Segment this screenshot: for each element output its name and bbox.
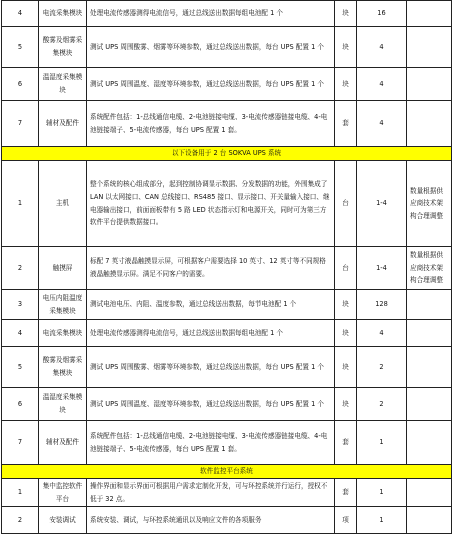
item-quantity: 4 — [357, 101, 407, 147]
item-quantity: 1 — [357, 479, 407, 507]
item-note: 数量根据供应商技术架构合理调整 — [407, 161, 452, 247]
item-quantity: 16 — [357, 1, 407, 27]
section-title: 以下设备用于 2 台 SOKVA UPS 系统 — [2, 147, 452, 161]
item-name: 辅材及配件 — [39, 101, 87, 147]
item-unit: 台 — [335, 247, 357, 290]
item-note — [407, 388, 452, 421]
item-description: 标配 7 英寸液晶触摸显示屏，可根据客户需要选择 10 英寸、12 英寸等不同规格液晶触摸显示屏。满足不同客户的需要。 — [87, 247, 335, 290]
table-row — [2, 421, 452, 465]
item-quantity: 1 — [357, 507, 407, 534]
table-row — [2, 347, 452, 388]
item-name: 主机 — [39, 161, 87, 247]
item-note — [407, 421, 452, 465]
item-note — [407, 68, 452, 101]
section-header-row — [2, 465, 452, 479]
table-row — [2, 479, 452, 507]
item-description: 整个系统的核心组成部分，起到控制协调显示数据、分发数据的功能，外围集成了 LAN 以太网接口、CAN 总线接口、RS485 接口、显示接口、开关量输入接口、继电器输出接口，前面面板带有 5 路 LED 状态指示灯和电源开关，同时可为第三方软件平台提供数据接口。 — [87, 161, 335, 247]
row-index: 6 — [2, 388, 39, 421]
item-unit: 块 — [335, 388, 357, 421]
item-note — [407, 101, 452, 147]
item-quantity: 1 — [357, 421, 407, 465]
item-name: 酸雾及烟雾采集模块 — [39, 347, 87, 388]
item-description: 系统安装、调试，与环控系统通讯以及响应文件的各项服务 — [87, 507, 335, 534]
item-quantity: 4 — [357, 27, 407, 68]
item-quantity: 4 — [357, 320, 407, 347]
row-index: 7 — [2, 421, 39, 465]
item-note — [407, 320, 452, 347]
item-description: 处理电流传感器测得电流信号，通过总线送出数据每组电池配 1 个 — [87, 1, 335, 27]
item-unit: 块 — [335, 27, 357, 68]
item-quantity: 128 — [357, 290, 407, 320]
item-note — [407, 347, 452, 388]
item-description: 操作界面和显示界面可根据用户需求定制化开发，可与环控系统并行运行，授权不低于 32 点。 — [87, 479, 335, 507]
section-title: 软件监控平台系统 — [2, 465, 452, 479]
section-header-row — [2, 147, 452, 161]
item-note — [407, 1, 452, 27]
item-name: 辅材及配件 — [39, 421, 87, 465]
item-unit: 块 — [335, 68, 357, 101]
row-index: 1 — [2, 161, 39, 247]
item-quantity: 4 — [357, 68, 407, 101]
item-quantity: 1-4 — [357, 247, 407, 290]
item-unit: 台 — [335, 161, 357, 247]
item-description: 测试 UPS 周围酸雾、烟雾等环境参数，通过总线送出数据，每台 UPS 配置 1 个 — [87, 27, 335, 68]
item-description: 测试 UPS 周围温度、湿度等环境参数，通过总线送出数据，每台 UPS 配置 1 个 — [87, 388, 335, 421]
item-note — [407, 507, 452, 534]
equipment-spec-table — [1, 0, 452, 534]
row-index: 6 — [2, 68, 39, 101]
item-note — [407, 479, 452, 507]
item-unit: 套 — [335, 101, 357, 147]
table-row — [2, 320, 452, 347]
table-row — [2, 388, 452, 421]
table-row — [2, 507, 452, 534]
table-row — [2, 161, 452, 247]
item-note: 数量根据供应商技术架构合理调整 — [407, 247, 452, 290]
item-name: 触摸屏 — [39, 247, 87, 290]
table-row — [2, 101, 452, 147]
item-name: 电流采集模块 — [39, 1, 87, 27]
row-index: 2 — [2, 247, 39, 290]
table-row — [2, 68, 452, 101]
item-quantity: 2 — [357, 388, 407, 421]
item-description: 处理电流传感器测得电流信号，通过总线送出数据每组电池配 1 个 — [87, 320, 335, 347]
item-description: 系统配件包括：1-总线通信电缆、2-电池链接电缆、3-电流传感器链接电缆、4-电池链接端子、5-电流传感器，每台 UPS 配置 1 套。 — [87, 421, 335, 465]
row-index: 7 — [2, 101, 39, 147]
row-index: 4 — [2, 320, 39, 347]
item-unit: 块 — [335, 347, 357, 388]
table-row — [2, 247, 452, 290]
item-quantity: 2 — [357, 347, 407, 388]
item-name: 电压内阻温度采集模块 — [39, 290, 87, 320]
item-note — [407, 290, 452, 320]
item-description: 测试电池电压、内阻、温度参数，通过总线送出数据，每节电池配 1 个 — [87, 290, 335, 320]
row-index: 1 — [2, 479, 39, 507]
item-unit: 项 — [335, 507, 357, 534]
table-row — [2, 290, 452, 320]
table-row — [2, 27, 452, 68]
item-unit: 块 — [335, 320, 357, 347]
item-name: 集中监控软件平台 — [39, 479, 87, 507]
item-name: 温湿度采集模块 — [39, 68, 87, 101]
row-index: 3 — [2, 290, 39, 320]
row-index: 5 — [2, 347, 39, 388]
item-quantity: 1-4 — [357, 161, 407, 247]
item-description: 测试 UPS 周围酸雾、烟雾等环境参数，通过总线送出数据，每台 UPS 配置 1 个 — [87, 347, 335, 388]
table-row — [2, 1, 452, 27]
row-index: 4 — [2, 1, 39, 27]
item-unit: 套 — [335, 421, 357, 465]
item-name: 酸雾及烟雾采集模块 — [39, 27, 87, 68]
item-description: 系统配件包括：1-总线通信电缆、2-电池链接电缆、3-电流传感器链接电缆、4-电池链接端子、5-电流传感器，每台 UPS 配置 1 套。 — [87, 101, 335, 147]
item-unit: 块 — [335, 290, 357, 320]
item-unit: 套 — [335, 479, 357, 507]
item-name: 温湿度采集模块 — [39, 388, 87, 421]
row-index: 2 — [2, 507, 39, 534]
item-description: 测试 UPS 周围温度、湿度等环境参数，通过总线送出数据，每台 UPS 配置 1 个 — [87, 68, 335, 101]
row-index: 5 — [2, 27, 39, 68]
item-name: 安装调试 — [39, 507, 87, 534]
item-note — [407, 27, 452, 68]
item-unit: 块 — [335, 1, 357, 27]
item-name: 电流采集模块 — [39, 320, 87, 347]
